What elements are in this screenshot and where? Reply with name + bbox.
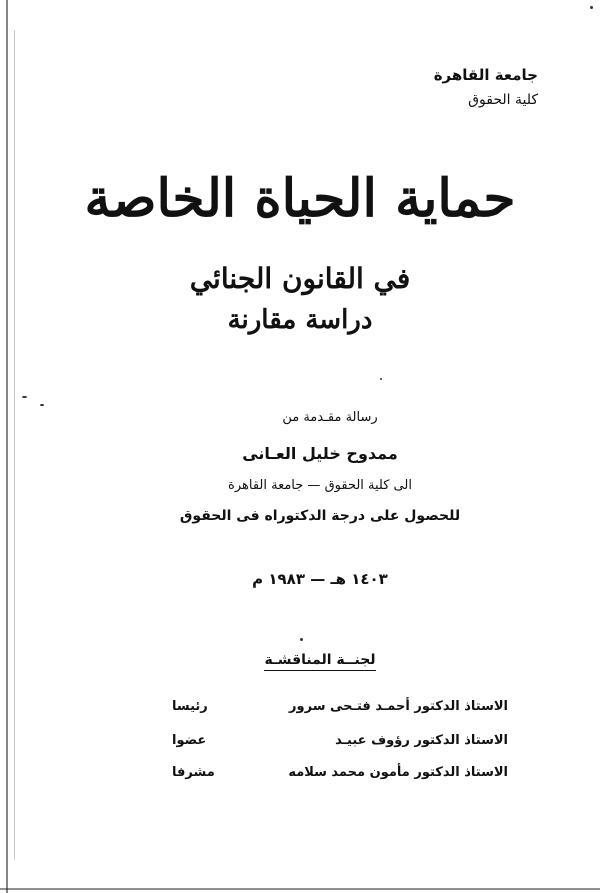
committee-title-text: لجنــة المناقشـة bbox=[264, 652, 375, 671]
committee-member-role: رئيسا bbox=[172, 699, 208, 714]
committee-member-row bbox=[172, 699, 508, 721]
committee-member-name: الاستاذ الدكتور أحمـد فتـحى سرور bbox=[289, 699, 508, 714]
thesis-date: ١٤٠٣ هـ — ١٩٨٣ م bbox=[252, 570, 388, 588]
university-name: جامعة القاهرة bbox=[433, 66, 538, 84]
scan-edge-bottom bbox=[0, 888, 600, 890]
thesis-subtitle-comparative: دراسة مقارنة bbox=[227, 305, 373, 335]
scan-speck bbox=[590, 6, 593, 9]
scan-speck bbox=[300, 638, 303, 641]
scan-speck bbox=[22, 396, 27, 398]
committee-member-name: الاستاذ الدكتور مأمون محمد سلامه bbox=[288, 765, 508, 780]
thesis-title: حماية الحياة الخاصة bbox=[84, 168, 516, 229]
scan-speck bbox=[40, 404, 44, 406]
committee-member-role: عضوا bbox=[172, 733, 207, 748]
faculty-name: كلية الحقوق bbox=[468, 92, 538, 108]
committee-member-row bbox=[172, 733, 508, 755]
presented-by-label: رسالة مقـدمة من bbox=[282, 410, 378, 425]
committee-title bbox=[0, 652, 600, 668]
submitted-to-label: الى كلية الحقوق — جامعة القاهرة bbox=[228, 478, 412, 493]
scan-speck bbox=[380, 378, 382, 380]
thesis-subtitle: في القانون الجنائي bbox=[189, 262, 411, 295]
committee-member-role: مشرفا bbox=[172, 765, 215, 780]
committee-member-name: الاستاذ الدكتور رؤوف عبيـد bbox=[335, 733, 508, 748]
author-name: ممدوح خليل العـانى bbox=[242, 444, 398, 463]
degree-label: للحصول على درجة الدكتوراه فى الحقوق bbox=[179, 508, 461, 524]
committee-member-row bbox=[172, 765, 508, 787]
